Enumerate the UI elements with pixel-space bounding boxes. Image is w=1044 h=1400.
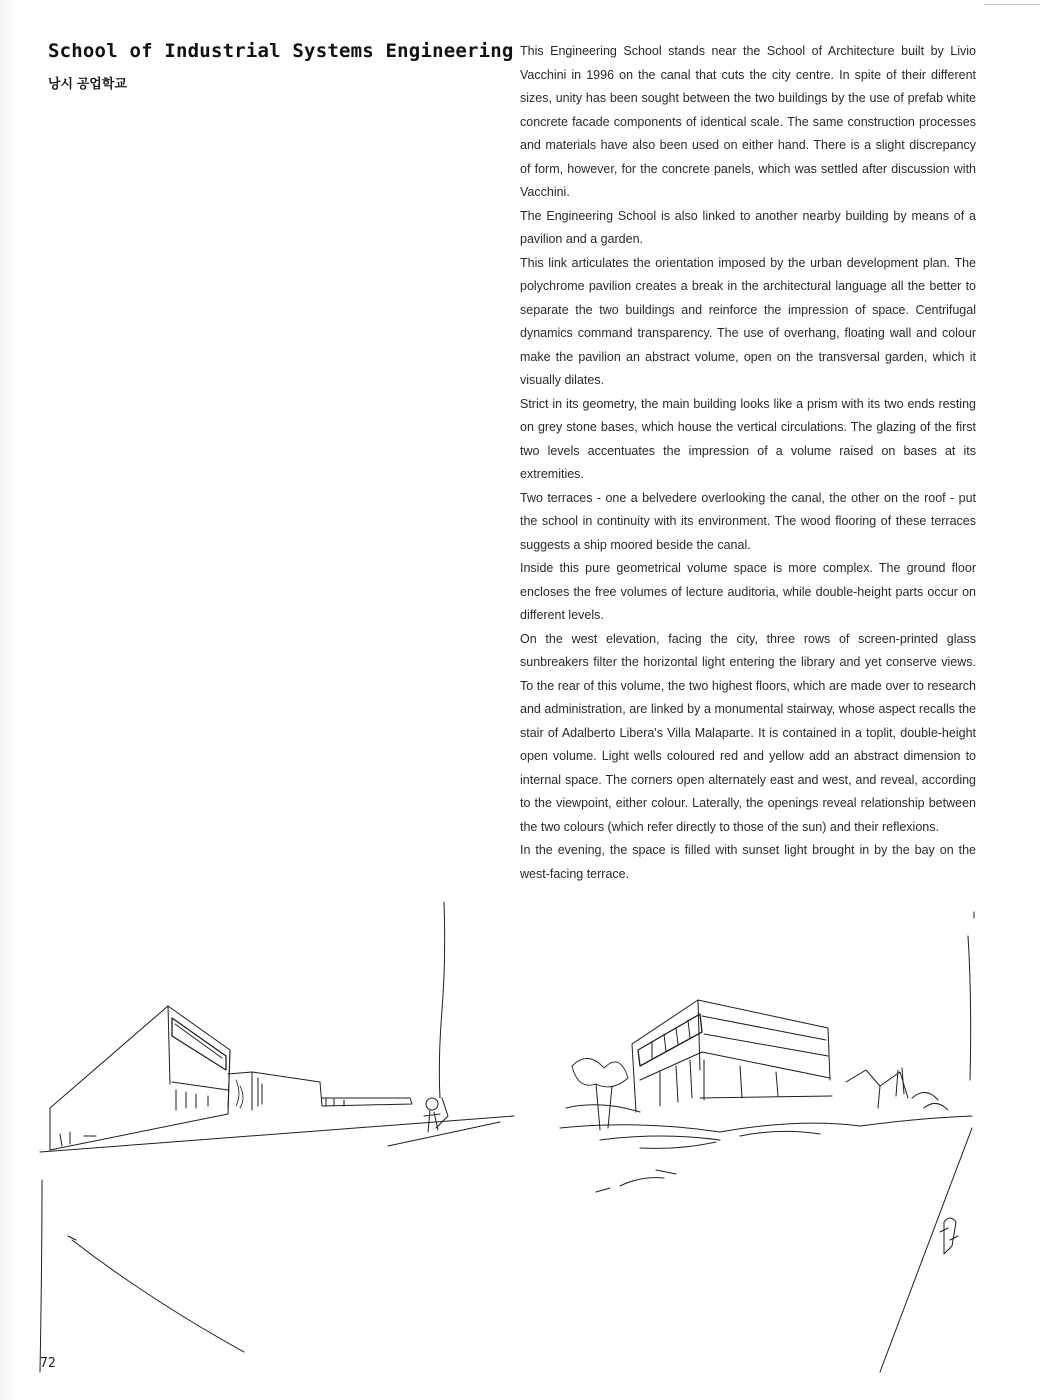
paragraph-7: On the west elevation, facing the city, three rows of screen-printed glass sunbreakers filter the horizontal light entering the library and yet conserve views. To the rear of this volume, the two highest floors, which are made over to research and administration, are linked by a monumental stairway, whose aspect recalls the stair of Adalberto Libera's Villa Malaparte. It is contained in a toplit, double-height open volume. Light wells coloured red and yellow add an abstract dimension to internal space. The corners open alternately east and west, and reveal, according to the viewpoint, either colour. Laterally, the openings reveal relationship between the two colours (which refer directly to those of the sun) and their reflexions. [520, 631, 976, 834]
right-perspective-sketch [560, 912, 974, 1372]
paragraph-3: This link articulates the orientation imposed by the urban development plan. The polychrome pavilion creates a break in the architectural language all the better to separate the two buildings and reinforce the impression of space. Centrifugal dynamics command transparency. The use of overhang, floating wall and colour make the pavilion an abstract volume, open on the transversal garden, which it visually dilates. [520, 255, 976, 387]
paragraph-1: This Engineering School stands near the School of Architecture built by Livio Vacchini in 1996 on the canal that cuts the city centre. In spite of their different sizes, unity has been sought between the two buildings by the use of prefab white concrete facade components of identical scale. The same construction processes and materials have also been used on either hand. There is a slight discrepancy of form, however, for the concrete panels, which was settled after discussion with Vacchini. [520, 44, 976, 199]
page-title: School of Industrial Systems Engineering [48, 40, 514, 62]
paragraph-2: The Engineering School is also linked to another nearby building by means of a pavilion and a garden. [520, 208, 976, 246]
left-perspective-sketch [40, 902, 514, 1372]
page-subtitle-korean: 낭시 공업학교 [48, 76, 127, 91]
page-number: 72 [40, 1356, 56, 1371]
paragraph-6: Inside this pure geometrical volume space is more complex. The ground floor encloses the free volumes of lecture auditoria, while double-height parts occur on different levels. [520, 561, 976, 622]
paragraph-8: In the evening, the space is filled with sunset light brought in by the bay on the west-facing terrace. [520, 843, 976, 881]
paragraph-5: Two terraces - one a belvedere overlooking the canal, the other on the roof - put the school in continuity with its environment. The wood flooring of these terraces suggests a ship moored beside the canal. [520, 490, 976, 552]
paragraph-4: Strict in its geometry, the main building looks like a prism with its two ends resting on grey stone bases, which house the vertical circulations. The glazing of the first two levels accentuates the impression of a volume raised on bases at its extremities. [520, 396, 976, 481]
